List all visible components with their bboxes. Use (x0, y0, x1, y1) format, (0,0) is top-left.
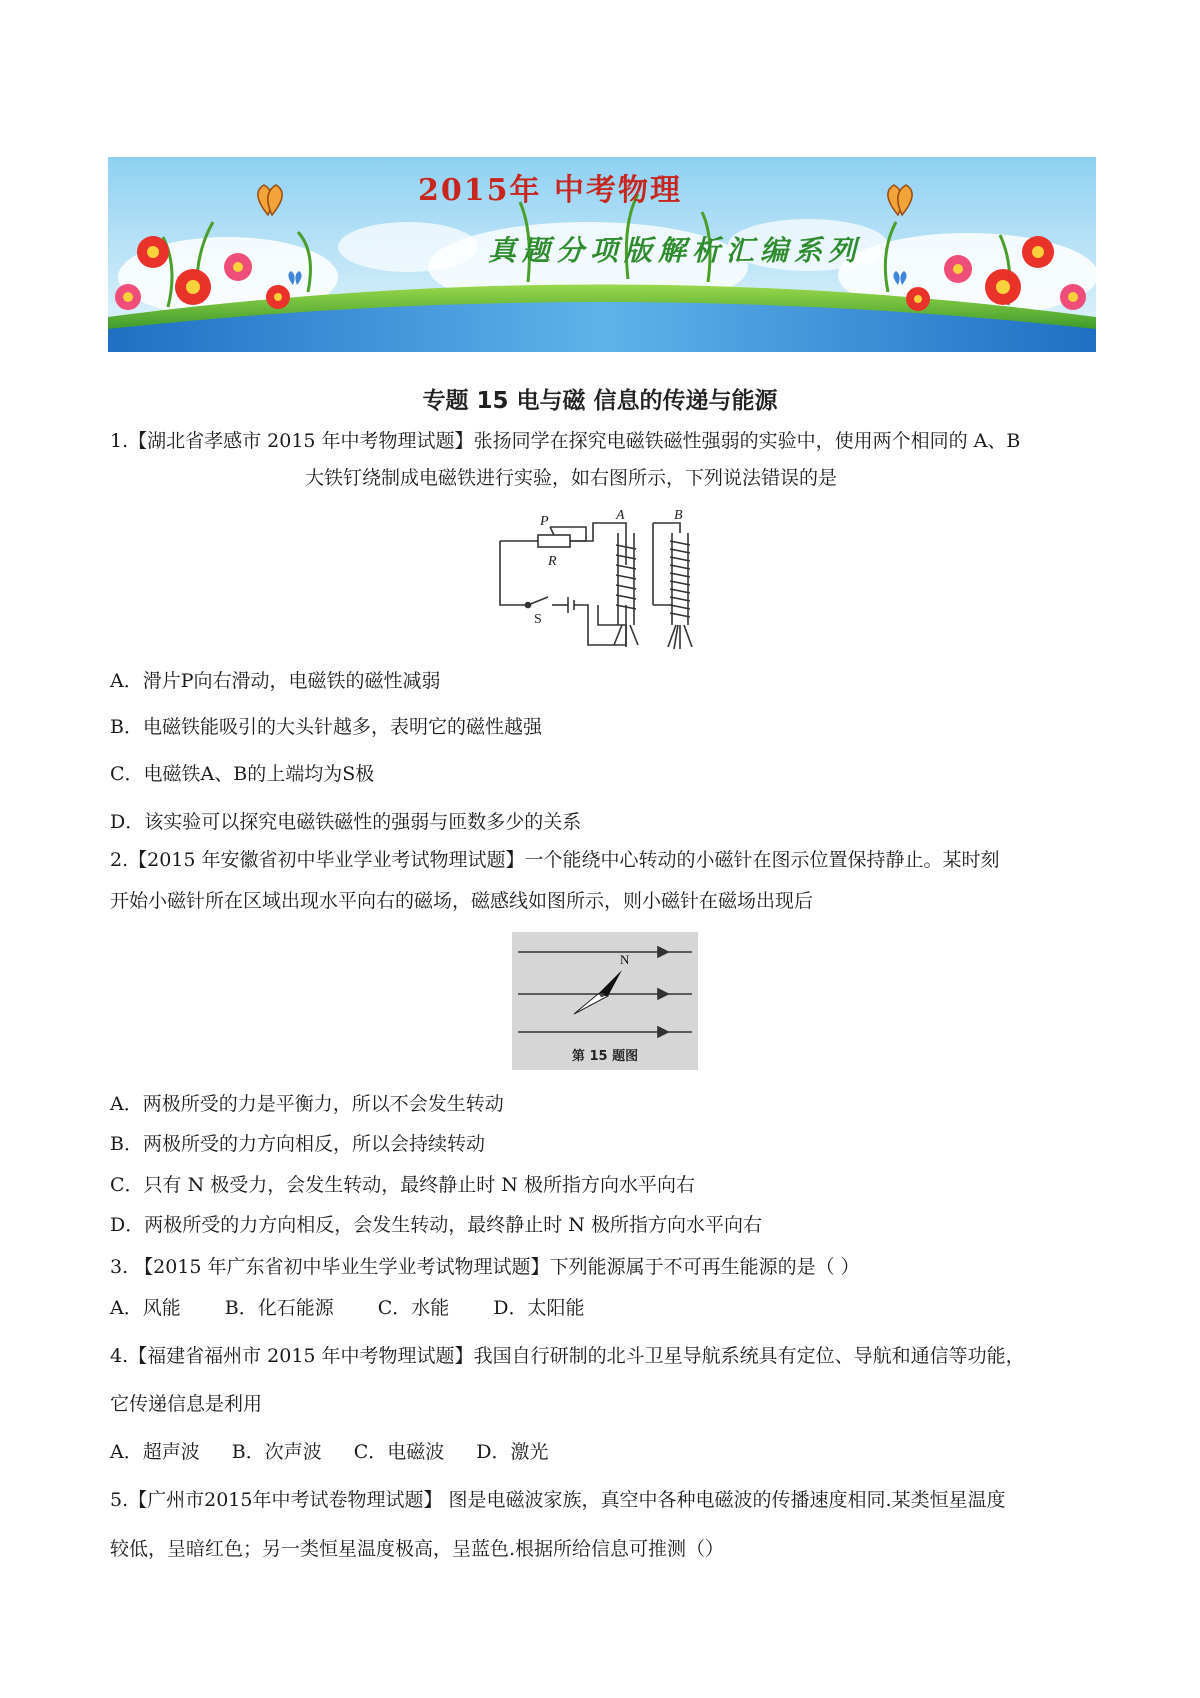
question-2-option-b: B．两极所受的力方向相反，所以会持续转动 (110, 1133, 485, 1155)
question-1-option-b: B．电磁铁能吸引的大头针越多，表明它的磁性越强 (110, 716, 542, 738)
banner-subtitle: 真题分项版解析汇编系列 (488, 234, 863, 267)
question-2-figure (512, 932, 698, 1070)
question-2-option-d: D．两极所受的力方向相反，会发生转动，最终静止时 N 极所指方向水平向右 (110, 1214, 762, 1236)
question-4-line-1 (110, 1342, 1025, 1370)
question-4-option-c: C．电磁波 (353, 1441, 445, 1463)
question-2-line-1 (110, 846, 1000, 874)
question-1-stem: 张扬同学在探究电磁铁磁性强弱的实验中，使用两个相同的 A、B (473, 430, 1021, 452)
electromagnet-circuit-diagram (478, 505, 734, 657)
page-title: 专题 15 电与磁 信息的传递与能源 (422, 388, 778, 414)
question-2-option-c: C．只有 N 极受力，会发生转动，最终静止时 N 极所指方向水平向右 (110, 1174, 695, 1196)
question-3-option-b: B．化石能源 (224, 1297, 334, 1319)
question-3-source: 3. 【2015 年广东省初中毕业生学业考试物理试题】 (110, 1256, 550, 1278)
question-2-stem: 一个能绕中心转动的小磁针在图示位置保持静止。某时刻 (524, 849, 1000, 871)
label-p: P (540, 514, 549, 529)
question-1-option-d: D．该实验可以探究电磁铁磁性的强弱与匝数多少的关系 (110, 811, 582, 833)
label-s: S (534, 612, 542, 627)
question-3-option-d: D．太阳能 (493, 1297, 585, 1319)
question-1-figure (478, 505, 734, 657)
compass-magnetic-field-diagram (512, 932, 698, 1070)
question-4-stem: 我国自行研制的北斗卫星导航系统具有定位、导航和通信等功能， (473, 1345, 1025, 1367)
banner-title: 2015年 中考物理 (418, 173, 682, 208)
question-5-line-2: 较低，呈暗红色；另一类恒星温度极高，呈蓝色.根据所给信息可推测（） (110, 1538, 725, 1560)
question-1-line-1 (110, 427, 1020, 455)
question-4-line-2: 它传递信息是利用 (110, 1393, 263, 1415)
question-1-line-2: 大铁钉绕制成电磁铁进行实验，如右图所示，下列说法错误的是 (305, 467, 838, 489)
question-3-options (110, 1294, 584, 1322)
question-2-line-2: 开始小磁针所在区域出现水平向右的磁场，磁感线如图所示，则小磁针在磁场出现后 (110, 890, 814, 912)
question-2-option-a: A．两极所受的力是平衡力，所以不会发生转动 (110, 1093, 504, 1115)
label-r: R (548, 554, 557, 569)
question-3-line-1 (110, 1253, 860, 1281)
header-banner (108, 157, 1096, 352)
question-5-line-1 (110, 1486, 1006, 1514)
question-5-stem: 图是电磁波家族，真空中各种电磁波的传播速度相同.某类恒星温度 (442, 1489, 1006, 1511)
question-5-source: 5.【广州市2015年中考试卷物理试题】 (110, 1489, 443, 1511)
label-b: B (674, 508, 683, 523)
question-3-stem: 下列能源属于不可再生能源的是（ ） (549, 1256, 860, 1278)
figure-caption: 第 15 题图 (571, 1049, 639, 1064)
question-2-source: 2.【2015 年安徽省初中毕业学业考试物理试题】 (110, 849, 525, 871)
question-4-option-d: D．激光 (476, 1441, 549, 1463)
question-3-option-a: A．风能 (110, 1297, 181, 1319)
question-1-option-c: C．电磁铁A、B的上端均为S极 (110, 763, 375, 785)
question-4-source: 4.【福建省福州市 2015 年中考物理试题】 (110, 1345, 474, 1367)
question-4-option-a: A．超声波 (110, 1441, 200, 1463)
question-3-option-c: C．水能 (377, 1297, 450, 1319)
question-1-option-a: A．滑片P向右滑动，电磁铁的磁性减弱 (110, 670, 441, 692)
question-1-source: 1.【湖北省孝感市 2015 年中考物理试题】 (110, 430, 474, 452)
label-a: A (616, 508, 625, 523)
question-4-option-b: B．次声波 (231, 1441, 322, 1463)
label-n: N (620, 952, 630, 967)
question-4-options (110, 1438, 548, 1466)
